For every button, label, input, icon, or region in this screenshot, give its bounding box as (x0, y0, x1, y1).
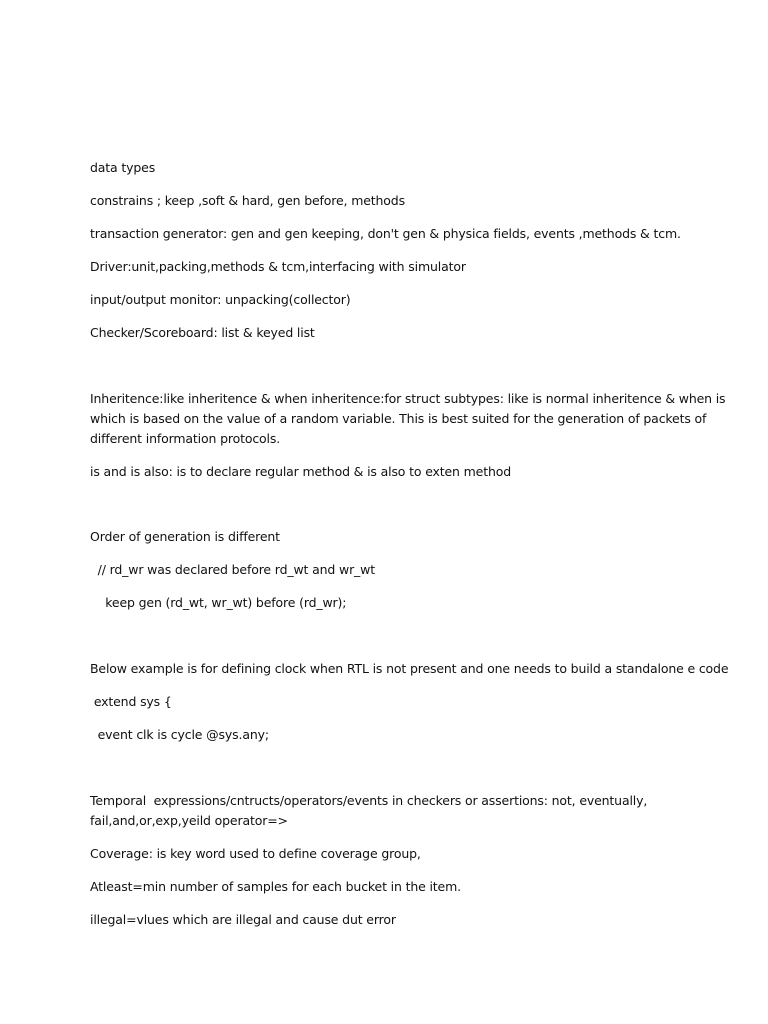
line-monitor: input/output monitor: unpacking(collector) (90, 292, 351, 307)
line-data-types: data types (90, 160, 156, 175)
line-illegal: illegal=vlues which are illegal and cause dut error (90, 912, 396, 927)
line-temporal-2: fail,and,or,exp,yeild operator=> (90, 813, 288, 828)
line-code-comment: // rd_wr was declared before rd_wt and wr_wt (90, 562, 375, 577)
line-is-also: is and is also: is to declare regular method & is also to exten method (90, 464, 512, 479)
line-driver: Driver:unit,packing,methods & tcm,interfacing with simulator (90, 259, 466, 274)
line-order-of-generation: Order of generation is different (90, 529, 280, 544)
line-code-extend-sys: extend sys { (90, 694, 172, 709)
line-clock-example: Below example is for defining clock when RTL is not present and one needs to build a standalone e code (90, 661, 729, 676)
line-atleast: Atleast=min number of samples for each bucket in the item. (90, 879, 461, 894)
line-code-keep-gen: keep gen (rd_wt, wr_wt) before (rd_wr); (90, 595, 347, 610)
line-checker-scoreboard: Checker/Scoreboard: list & keyed list (90, 325, 315, 340)
line-code-event-clk: event clk is cycle @sys.any; (90, 727, 269, 742)
line-inheritence-2: which is based on the value of a random variable. This is best suited for the generation of packets of (90, 411, 707, 426)
line-coverage: Coverage: is key word used to define coverage group, (90, 846, 421, 861)
line-transaction-generator: transaction generator: gen and gen keeping, don't gen & physica fields, events ,methods & tcm. (90, 226, 681, 241)
line-temporal-1: Temporal expressions/cntructs/operators/events in checkers or assertions: not, eventually, (90, 793, 648, 808)
line-inheritence-1: Inheritence:like inheritence & when inheritence:for struct subtypes: like is normal inheritence & when is (90, 391, 726, 406)
line-constrains: constrains ; keep ,soft & hard, gen before, methods (90, 193, 405, 208)
line-inheritence-3: different information protocols. (90, 431, 281, 446)
